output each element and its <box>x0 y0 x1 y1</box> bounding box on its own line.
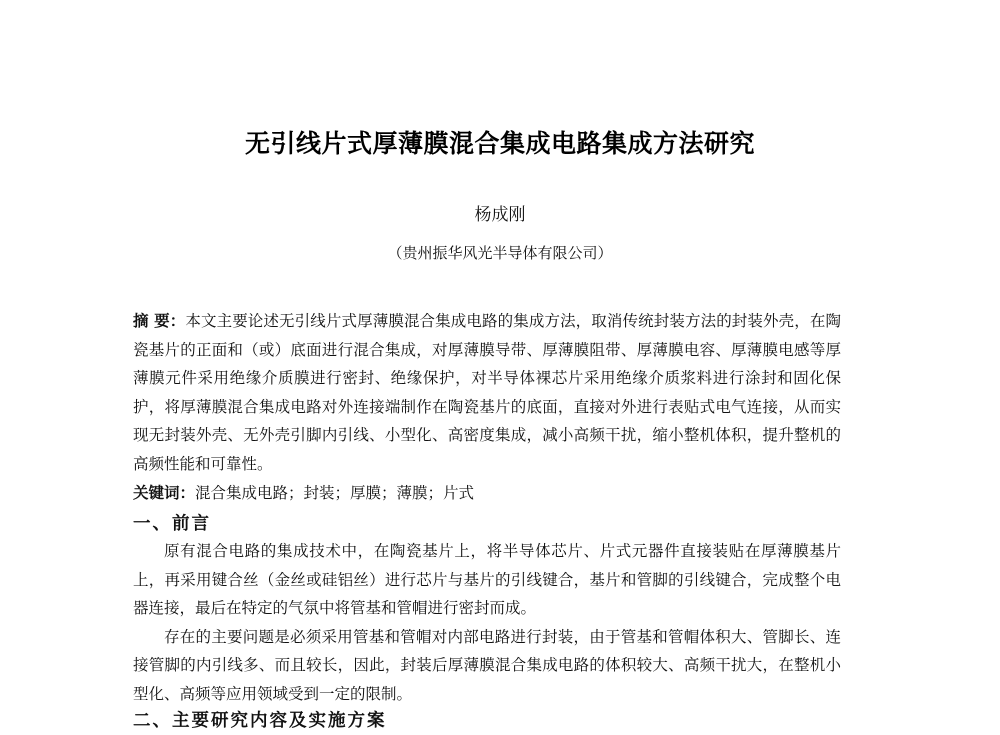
introduction-body <box>133 537 841 708</box>
keywords-text: 混合集成电路；封装；厚膜；薄膜；片式 <box>195 484 475 502</box>
paper-title: 无引线片式厚薄膜混合集成电路集成方法研究 <box>244 129 755 158</box>
abstract <box>133 307 841 478</box>
keywords-label: 关键词： <box>133 484 196 502</box>
abstract-text: 本文主要论述无引线片式厚薄膜混合集成电路的集成方法，取消传统封装方法的封装外壳，在陶瓷基片的正面和（或）底面进行混合集成，对厚薄膜导带、厚薄膜阻带、厚薄膜电容、厚薄膜电感等厚薄膜元件采用绝缘介质膜进行密封、绝缘保护，对半导体裸芯片采用绝缘介质浆料进行涂封和固化保护，将厚薄膜混合集成电路对外连接端制作在陶瓷基片的底面，直接对外进行表贴式电气连接，从而实现无封装外壳、无外壳引脚内引线、小型化、高密度集成，减小高频干扰，缩小整机体积，提升整机的高频性能和可靠性。 <box>133 312 841 473</box>
author-name: 杨成刚 <box>474 205 526 225</box>
abstract-label: 摘 要： <box>133 312 186 330</box>
author-affiliation: （贵州振华风光半导体有限公司） <box>387 244 613 262</box>
section-heading-main-content: 二、主要研究内容及实施方案 <box>133 711 387 731</box>
paragraph: 原有混合电路的集成技术中，在陶瓷基片上，将半导体芯片、片式元器件直接装贴在厚薄膜基片上，再采用键合丝（金丝或硅铝丝）进行芯片与基片的引线键合，基片和管脚的引线键合，完成整个电器连接，最后在特定的气氛中将管基和管帽进行密封而成。 <box>133 542 841 617</box>
keywords <box>133 479 841 507</box>
section-heading-introduction: 一、前言 <box>133 514 211 534</box>
paragraph: 存在的主要问题是必须采用管基和管帽对内部电路进行封装，由于管基和管帽体积大、管脚长、连接管脚的内引线多、而且较长，因此，封装后厚薄膜混合集成电路的体积较大、高频干扰大，在整机小型化、高频等应用领域受到一定的限制。 <box>133 627 841 703</box>
